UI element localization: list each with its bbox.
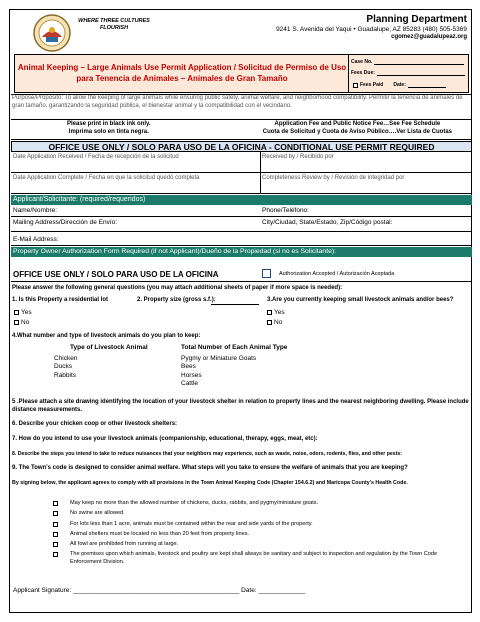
office-use-label: OFFICE USE ONLY / SOLO PARA USO DE LA OFICINA <box>13 270 219 279</box>
livestock-goats: Pygmy or Miniature Goats <box>181 355 257 362</box>
name-label: Name/Nombre: <box>13 207 58 214</box>
q3-yes-checkbox[interactable] <box>267 310 272 315</box>
date-received-label: Date Application Received / Fecha de recepción de la solicitud <box>13 154 179 160</box>
applicant-row-address[interactable] <box>11 218 472 232</box>
rule-item: The premises upon which animals, livestock and poultry are kept shall always be sanitary and subject to inspection and regulation by the Town Code Enforcement Division. <box>53 551 453 566</box>
checkbox-icon <box>53 532 58 537</box>
question-2: 2. Property size (gross s.f.): <box>137 297 216 303</box>
rule-item: No swine are allowed. <box>53 510 453 517</box>
q1-yes-option[interactable]: Yes <box>14 309 32 316</box>
received-by-label: Received by / Recibido por <box>262 154 334 160</box>
town-seal-icon <box>32 13 72 53</box>
livestock-bees: Bees <box>181 363 196 371</box>
q3-yes-option[interactable]: Yes <box>267 309 285 316</box>
department-header <box>276 14 467 41</box>
completeness-review-label: Completeness Review by / Revisión de integridad por <box>262 175 405 181</box>
rule-item: All fowl are prohibited from running at large. <box>53 541 453 548</box>
print-notice-es: Imprima solo en tinta negra. <box>68 128 149 135</box>
rule-item: Animal shelters must be located no less than 20 feet from property lines. <box>53 531 453 538</box>
question-9: 9. The Town's code is designed to consider animal welfare. What steps will you take to ensure the welfare of animals that you are keeping? <box>12 465 408 471</box>
department-email[interactable]: cgomez@guadalupeaz.org <box>391 33 467 40</box>
fee-notice-en: Application Fee and Public Notice Fee…See Fee Schedule <box>274 121 441 127</box>
property-size-field[interactable] <box>211 304 259 305</box>
question-3: 3.Are you currently keeping small livestock animals and/or bees? <box>267 297 454 303</box>
fees-due-label: Fees Due: <box>351 70 375 76</box>
question-8: 8. Describe the steps you intend to take to reduce nuisances that your neighbors may experience, such as waste, noise, odors, rodents, flies, and other pests: <box>12 451 403 457</box>
applicant-row-name[interactable] <box>11 206 472 217</box>
applicant-header: Applicant/Solicitante: (required/requeridos) <box>11 195 472 205</box>
fees-paid-label: Fees Paid <box>360 82 384 88</box>
phone-label: Phone/Teléfono: <box>262 207 309 214</box>
rule-item: For lots less than 1 acre, animals must be contained within the rear and side yards of the property. <box>53 521 453 528</box>
department-name: Planning Department <box>366 14 467 25</box>
livestock-total-header: Total Number of Each Animal Type <box>181 344 288 351</box>
livestock-ducks: Ducks <box>54 363 73 371</box>
authorization-checkbox[interactable] <box>262 269 271 278</box>
question-5: 5 .Please attach a site drawing identifying the location of your livestock shelter in relation to property lines and the nearest neighboring dwelling. Please include distance measurements. <box>12 399 469 413</box>
town-tagline: WHERE THREE CULTURES FLOURISH <box>78 18 150 31</box>
notice-row <box>11 120 472 140</box>
question-4: 4.What number and type of livestock animals do you plan to keep: <box>12 333 201 339</box>
rule-item: May keep no more than the allowed number of chickens, ducks, rabbits, and pygmy/miniature goats. <box>53 500 453 507</box>
livestock-types-list-2 <box>181 355 256 389</box>
checkbox-icon <box>53 552 58 557</box>
owner-authorization-header: Property Owner Authorization Form Required (if not Applicant)/Dueño de la Propiedad (si no es Solicitante): <box>11 247 472 257</box>
office-use-authorization <box>11 268 472 282</box>
fees-paid-checkbox[interactable] <box>353 83 358 88</box>
checkbox-icon <box>53 501 58 506</box>
print-notice-en: Please print in black ink only. <box>67 121 151 127</box>
authorization-accepted <box>262 269 394 278</box>
mailing-address-label: Mailing Address/Dirección de Envío: <box>13 219 118 226</box>
q1-no-option[interactable]: No <box>14 319 29 326</box>
question-6: 6. Describe your chicken coop or other livestock shelters: <box>12 421 178 427</box>
livestock-type-header: Type of Livestock Animal <box>70 344 148 351</box>
livestock-cattle: Cattle <box>181 380 198 388</box>
applicant-signature-line[interactable]: Applicant Signature: ______________________________________________ Date: _____________ <box>13 587 306 594</box>
authorization-accepted-label: Authorization Accepted / Autorización Aceptada <box>279 270 395 277</box>
q3-no-option[interactable]: No <box>267 319 282 326</box>
livestock-chicken: Chicken <box>54 355 78 362</box>
permit-form <box>9 9 472 613</box>
purpose-statement: Purpose/Propósito: To allow the keeping of large animals while ensuring public safety, animal welfare, and neighborhood compatibility. Permitir la tenencia de animales de gran tamaño, garantizando la seguridad pública, el bienestar animal y la compatibilidad con el vecindario. <box>11 94 472 120</box>
email-label: E-Mail Address: <box>13 236 59 243</box>
fees-paid-date-label: Date: <box>393 82 406 88</box>
fee-notice-es: Cuota de Solicitud y Cuota de Aviso Público….Ver Lista de Cuotas <box>262 128 452 135</box>
case-info-box <box>348 54 469 93</box>
fees-paid-date-field[interactable] <box>408 82 446 88</box>
q1-no-checkbox[interactable] <box>14 320 19 325</box>
livestock-horses: Horses <box>181 371 202 379</box>
checkbox-icon <box>53 522 58 527</box>
checkbox-icon <box>53 542 58 547</box>
city-state-zip-label: City/Ciudad, State/Estado, Zip/Código postal: <box>262 219 393 226</box>
applicant-row-email[interactable] <box>11 232 472 246</box>
form-title: Animal Keeping – Large Animals Use Permit Application / Solicitud de Permiso de Uso para Tenencia de Animales – Animales de Gran Tamaño <box>14 54 350 93</box>
office-row-received[interactable] <box>11 152 472 173</box>
question-1: 1. Is this Property a residential lot <box>12 297 109 303</box>
date-complete-label: Date Application Complete / Fecha en que la solicitud quedó completa <box>13 175 200 181</box>
checkbox-icon <box>53 511 58 516</box>
livestock-types-list <box>54 355 77 380</box>
q3-no-checkbox[interactable] <box>267 320 272 325</box>
signing-statement: By signing below, the applicant agrees to comply with all provisions in the Town Animal Keeping Code (Chapter 154.6.2) and Maricopa County's Health Code. <box>12 480 408 486</box>
animal-keeping-rules <box>53 500 453 569</box>
office-use-header: OFFICE USE ONLY / SOLO PARA USO DE LA OFICINA - CONDITIONAL USE PERMIT REQUIRED <box>11 141 472 152</box>
case-no-field[interactable] <box>374 59 464 65</box>
office-row-complete[interactable] <box>11 173 472 194</box>
case-no-label: Case No. <box>351 59 373 65</box>
question-7: 7. How do you intend to use your livestock animals (companionship, educational, therapy, eggs, meat, etc): <box>12 436 318 442</box>
department-address: 9241 S. Avenida del Yaqui • Guadalupe, AZ 85283 (480) 505-5369 <box>276 25 467 33</box>
q1-yes-checkbox[interactable] <box>14 310 19 315</box>
questions-intro: Please answer the following general questions (you may attach additional sheets of paper if more space is needed): <box>12 285 343 291</box>
fees-due-field[interactable] <box>377 70 465 76</box>
livestock-rabbits: Rabbits <box>54 371 77 379</box>
